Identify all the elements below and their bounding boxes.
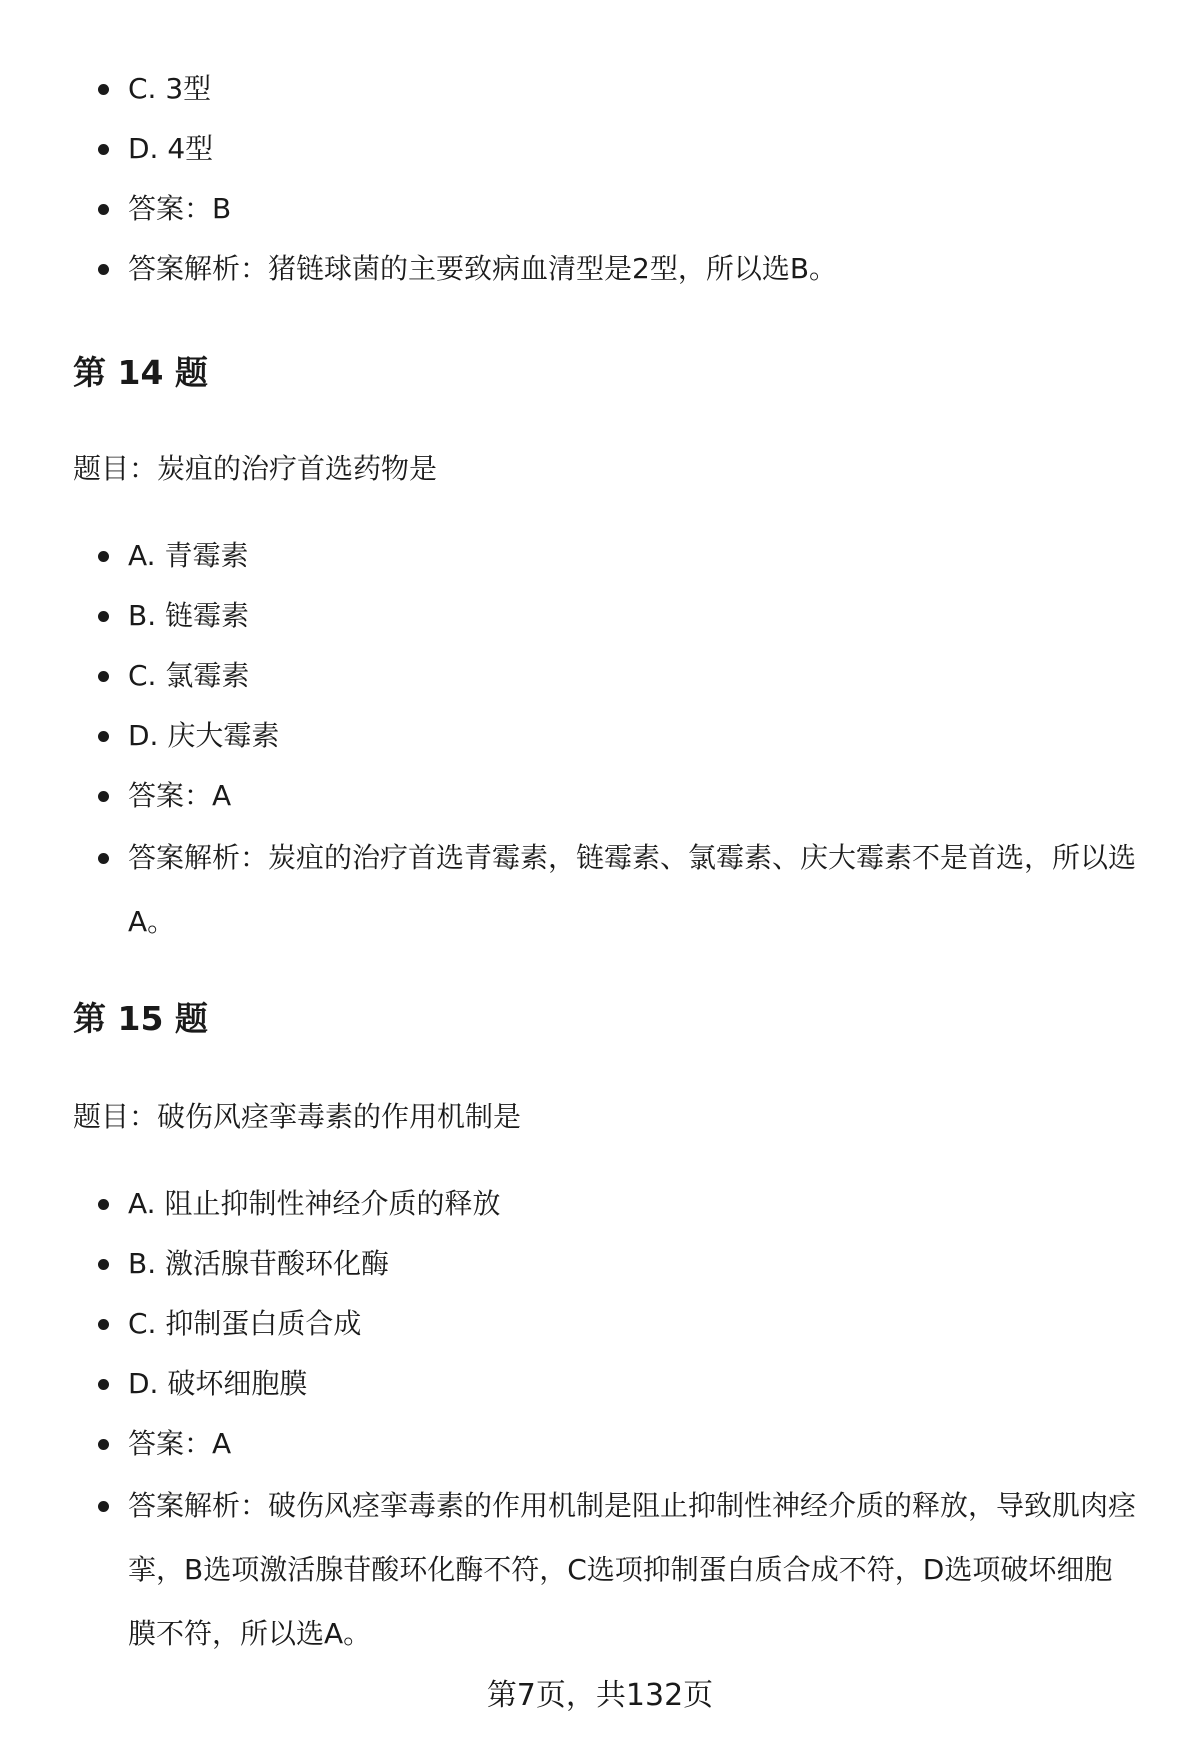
option-b: B. 链霉素 (0, 586, 1200, 646)
answer-explanation: 答案解析：炭疽的治疗首选青霉素，链霉素、氯霉素、庆大霉素不是首选，所以选A。 (0, 826, 1200, 954)
answer: 答案：A (0, 766, 1200, 826)
option-c: C. 3型 (0, 59, 1200, 119)
question-15-options (0, 1174, 1200, 1666)
option-b: B. 激活腺苷酸环化酶 (0, 1234, 1200, 1294)
option-d: D. 4型 (0, 119, 1200, 179)
page-number: 第7页，共132页 (486, 1678, 714, 1713)
option-c: C. 氯霉素 (0, 646, 1200, 706)
options-list (0, 526, 1200, 954)
question-14-text: 题目：炭疽的治疗首选药物是 (73, 452, 438, 485)
answer-explanation: 答案解析：猪链球菌的主要致病血清型是2型，所以选B。 (0, 239, 1200, 299)
options-list (0, 59, 1200, 299)
answer: 答案：A (0, 1414, 1200, 1474)
question-14-heading: 第 14 题 (73, 353, 208, 392)
question-13-tail (0, 59, 1200, 299)
answer-explanation: 答案解析：破伤风痉挛毒素的作用机制是阻止抑制性神经介质的释放，导致肌肉痉挛，B选项激活腺苷酸环化酶不符，C选项抑制蛋白质合成不符，D选项破坏细胞膜不符，所以选A。 (0, 1474, 1200, 1666)
question-15-heading: 第 15 题 (73, 999, 208, 1038)
option-c: C. 抑制蛋白质合成 (0, 1294, 1200, 1354)
answer: 答案：B (0, 179, 1200, 239)
option-d: D. 庆大霉素 (0, 706, 1200, 766)
option-a: A. 阻止抑制性神经介质的释放 (0, 1174, 1200, 1234)
question-14-options (0, 526, 1200, 954)
question-15-text: 题目：破伤风痉挛毒素的作用机制是 (73, 1100, 522, 1133)
option-a: A. 青霉素 (0, 526, 1200, 586)
option-d: D. 破坏细胞膜 (0, 1354, 1200, 1414)
options-list (0, 1174, 1200, 1666)
